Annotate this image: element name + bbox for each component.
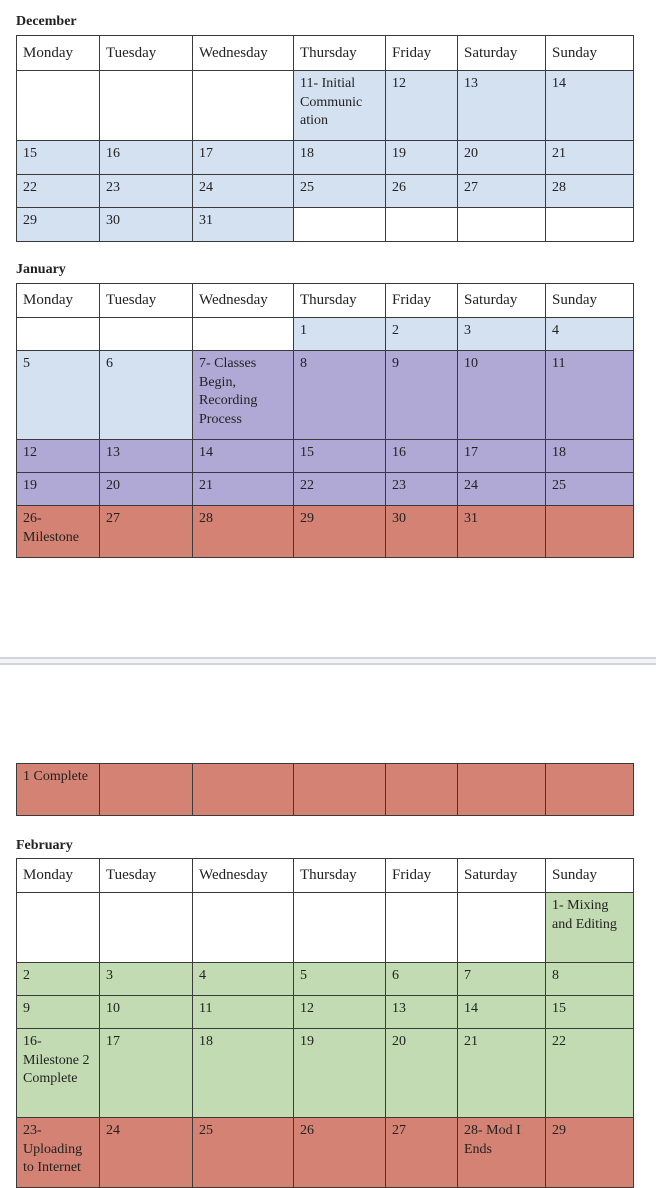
weekday-header-monday: Monday [17,284,100,318]
weekday-header-monday: Monday [17,36,100,71]
day-cell [100,71,193,141]
day-cell: 9 [17,996,100,1029]
day-cell: 27 [386,1118,458,1188]
day-cell: 10 [458,351,546,440]
day-cell: 8 [294,351,386,440]
week-row [17,506,634,558]
day-cell: 4 [546,318,634,351]
day-cell [193,893,294,963]
day-cell: 21 [458,1029,546,1118]
day-cell: 29 [17,208,100,242]
day-cell: 23- Uploading to Internet [17,1118,100,1188]
week-row [17,473,634,506]
december-calendar [16,35,634,242]
day-cell: 12 [386,71,458,141]
day-cell [17,318,100,351]
week-row [17,963,634,996]
january-continued-calendar [16,763,634,816]
day-cell [193,71,294,141]
day-cell: 18 [294,141,386,175]
day-cell: 14 [193,440,294,473]
day-cell: 4 [193,963,294,996]
day-cell: 6 [386,963,458,996]
day-cell: 19 [294,1029,386,1118]
day-cell: 12 [17,440,100,473]
week-row [17,318,634,351]
day-cell: 9 [386,351,458,440]
day-cell: 3 [100,963,193,996]
day-cell: 25 [546,473,634,506]
weekday-header-saturday: Saturday [458,36,546,71]
day-cell: 29 [546,1118,634,1188]
weekday-header-monday: Monday [17,859,100,893]
day-cell: 20 [458,141,546,175]
day-cell: 14 [458,996,546,1029]
day-cell: 1- Mixing and Editing [546,893,634,963]
day-cell: 25 [193,1118,294,1188]
day-cell [386,764,458,816]
day-cell [294,208,386,242]
day-cell [100,893,193,963]
day-cell: 13 [386,996,458,1029]
day-cell: 22 [294,473,386,506]
day-cell: 20 [100,473,193,506]
weekday-header-row [17,36,634,71]
day-cell [100,318,193,351]
week-row [17,1029,634,1118]
day-cell: 24 [458,473,546,506]
day-cell [458,893,546,963]
day-cell: 13 [100,440,193,473]
day-cell: 7- Classes Begin, Recording Process [193,351,294,440]
day-cell: 23 [386,473,458,506]
january-title: January [16,262,66,277]
weekday-header-wednesday: Wednesday [193,859,294,893]
day-cell [294,893,386,963]
day-cell: 7 [458,963,546,996]
february-title: February [16,838,73,853]
day-cell: 10 [100,996,193,1029]
weekday-header-tuesday: Tuesday [100,284,193,318]
day-cell: 28- Mod I Ends [458,1118,546,1188]
day-cell: 17 [193,141,294,175]
week-row [17,1118,634,1188]
weekday-header-saturday: Saturday [458,284,546,318]
day-cell: 21 [546,141,634,175]
weekday-header-thursday: Thursday [294,859,386,893]
weekday-header-friday: Friday [386,36,458,71]
weekday-header-saturday: Saturday [458,859,546,893]
day-cell [17,893,100,963]
week-row [17,71,634,141]
day-cell: 19 [17,473,100,506]
day-cell [193,764,294,816]
weekday-header-row [17,284,634,318]
weekday-header-sunday: Sunday [546,36,634,71]
day-cell [458,208,546,242]
week-row [17,141,634,175]
day-cell: 26- Milestone [17,506,100,558]
day-cell: 22 [546,1029,634,1118]
day-cell [386,208,458,242]
day-cell: 17 [458,440,546,473]
day-cell: 23 [100,175,193,208]
day-cell: 28 [546,175,634,208]
day-cell: 13 [458,71,546,141]
week-row [17,996,634,1029]
day-cell [17,71,100,141]
weekday-header-thursday: Thursday [294,36,386,71]
day-cell: 17 [100,1029,193,1118]
day-cell: 30 [100,208,193,242]
weekday-header-wednesday: Wednesday [193,36,294,71]
day-cell [458,764,546,816]
week-row [17,893,634,963]
weekday-header-wednesday: Wednesday [193,284,294,318]
day-cell: 15 [294,440,386,473]
december-title: December [16,14,77,29]
day-cell [546,764,634,816]
day-cell [386,893,458,963]
day-cell: 3 [458,318,546,351]
day-cell [546,506,634,558]
day-cell: 14 [546,71,634,141]
day-cell: 26 [294,1118,386,1188]
february-calendar [16,858,634,1188]
day-cell: 19 [386,141,458,175]
day-cell: 28 [193,506,294,558]
day-cell: 2 [386,318,458,351]
week-row [17,175,634,208]
day-cell: 26 [386,175,458,208]
weekday-header-sunday: Sunday [546,859,634,893]
day-cell: 31 [458,506,546,558]
day-cell: 11 [193,996,294,1029]
day-cell: 30 [386,506,458,558]
day-cell: 18 [193,1029,294,1118]
day-cell [100,764,193,816]
day-cell: 25 [294,175,386,208]
weekday-header-tuesday: Tuesday [100,36,193,71]
week-row [17,208,634,242]
day-cell: 27 [458,175,546,208]
weekday-header-friday: Friday [386,859,458,893]
january-calendar [16,283,634,558]
weekday-header-thursday: Thursday [294,284,386,318]
day-cell: 2 [17,963,100,996]
day-cell: 22 [17,175,100,208]
day-cell: 12 [294,996,386,1029]
day-cell: 1 [294,318,386,351]
day-cell: 15 [17,141,100,175]
day-cell: 8 [546,963,634,996]
week-row [17,351,634,440]
day-cell: 21 [193,473,294,506]
day-cell: 5 [17,351,100,440]
weekday-header-row [17,859,634,893]
weekday-header-friday: Friday [386,284,458,318]
day-cell: 11- Initial Communic ation [294,71,386,141]
day-cell [193,318,294,351]
page-break-divider [0,657,656,665]
week-row [17,764,634,816]
weekday-header-sunday: Sunday [546,284,634,318]
day-cell: 29 [294,506,386,558]
weekday-header-tuesday: Tuesday [100,859,193,893]
day-cell: 11 [546,351,634,440]
day-cell: 16- Milestone 2 Complete [17,1029,100,1118]
day-cell: 16 [100,141,193,175]
day-cell: 1 Complete [17,764,100,816]
day-cell: 15 [546,996,634,1029]
day-cell: 5 [294,963,386,996]
day-cell: 20 [386,1029,458,1118]
day-cell: 16 [386,440,458,473]
day-cell: 24 [100,1118,193,1188]
week-row [17,440,634,473]
day-cell: 24 [193,175,294,208]
day-cell [546,208,634,242]
day-cell: 31 [193,208,294,242]
day-cell: 27 [100,506,193,558]
day-cell: 18 [546,440,634,473]
day-cell: 6 [100,351,193,440]
day-cell [294,764,386,816]
